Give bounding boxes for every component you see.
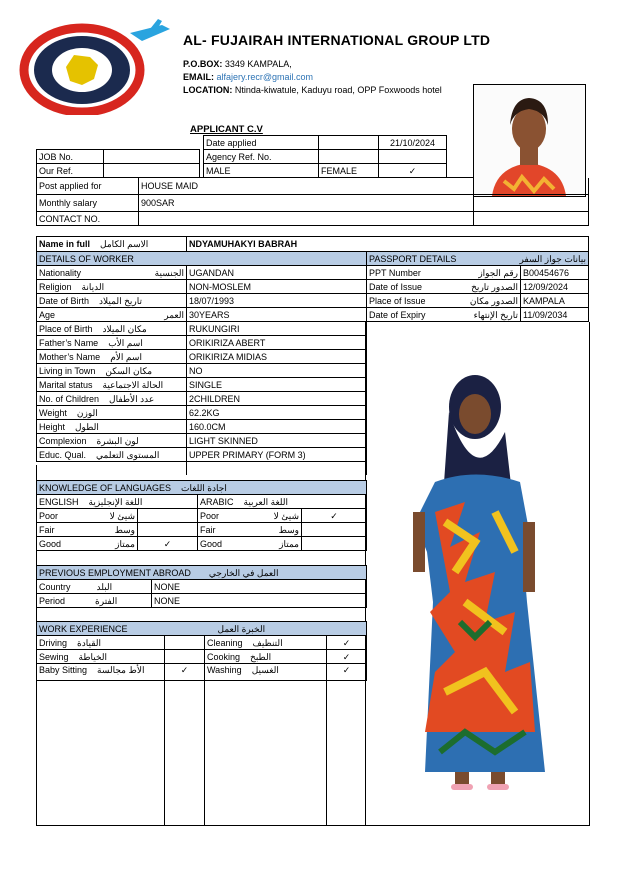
company-location: LOCATION: Ntinda-kiwatule, Kaduyu road, OPP Foxwoods hotel <box>183 85 442 95</box>
detail-row: Nationality الجنسية UGANDAN <box>37 266 367 280</box>
experience-col-line <box>204 664 205 825</box>
passport-row: PPT Number رقم الجواز B00454676 <box>367 266 589 280</box>
detail-row: No. of Children عدد الأطفال 2CHILDREN <box>37 392 367 406</box>
experience-table <box>36 621 367 681</box>
company-name: AL- FUJAIRAH INTERNATIONAL GROUP LTD <box>183 32 491 48</box>
period-value: NONE <box>152 594 367 608</box>
female-checkmark: ✓ <box>379 164 447 178</box>
male-label: MALE <box>204 164 319 178</box>
reference-table <box>36 135 447 178</box>
form-title: APPLICANT C.V <box>190 124 263 135</box>
passport-row: Place of Issue الصدور مكان KAMPALA <box>367 294 589 308</box>
english-label: ENGLISH <box>39 496 79 507</box>
contact-no-label: CONTACT NO. <box>37 212 139 226</box>
name-label: Name in full <box>39 239 91 249</box>
detail-row: Height الطول 160.0CM <box>37 420 367 434</box>
our-ref-label: Our Ref. <box>37 164 104 178</box>
passport-row: Date of Issue الصدور تاريخ 12/09/2024 <box>367 280 589 294</box>
details-header: DETAILS OF WORKER <box>37 252 367 266</box>
detail-row: Complexion لون البشرة LIGHT SKINNED <box>37 434 367 448</box>
arabic-poor-checkmark: ✓ <box>302 509 367 523</box>
date-applied-value: 21/10/2024 <box>379 136 447 150</box>
job-no-value <box>104 150 200 164</box>
experience-col-line <box>326 664 327 825</box>
experience-row: Driving القيادة Cleaning التنظيف ✓ <box>37 636 367 650</box>
post-applied-label: Post applied for <box>37 178 139 195</box>
agency-ref-label: Agency Ref. No. <box>204 150 319 164</box>
detail-row: Weight الوزن 62.2KG <box>37 406 367 420</box>
company-logo <box>10 15 175 115</box>
company-email: EMAIL: alfajery.recr@gmail.com <box>183 72 314 82</box>
female-label: FEMALE <box>319 164 379 178</box>
company-pobox: P.O.BOX: 3349 KAMPALA, <box>183 59 292 69</box>
arabic-label: ARABIC <box>200 496 234 507</box>
detail-row: Place of Birth مكان الميلاد RUKUNGIRI <box>37 322 367 336</box>
job-no-label: JOB No. <box>37 150 104 164</box>
experience-row: Baby Sitting الأط مجالسة ✓ Washing الغسيل ✓ <box>37 664 367 681</box>
post-applied-value: HOUSE MAID <box>139 178 474 195</box>
post-table <box>36 177 589 226</box>
detail-row: Age العمر 30YEARS <box>37 308 367 322</box>
language-level-row: Good ممتاز ✓ Good ممتاز <box>37 537 367 551</box>
our-ref-value <box>104 164 200 178</box>
language-level-row: Poor شيئ لا Poor شيئ لا ✓ <box>37 509 367 523</box>
country-label: Country <box>39 581 71 592</box>
name-label-ar: الاسم الكامل <box>100 239 149 249</box>
full-name-value: NDYAMUHAKYI BABRAH <box>187 237 589 252</box>
detail-row: Marital status الحالة الاجتماعية SINGLE <box>37 378 367 392</box>
monthly-salary-value: 900SAR <box>139 195 474 212</box>
employment-table: PREVIOUS EMPLOYMENT ABROAD العمل في الخارجي Country البلد NONE Period الفترة NONE <box>36 565 367 608</box>
detail-row: Religion الديانة NON-MOSLEM <box>37 280 367 294</box>
details-table <box>36 251 367 475</box>
languages-header: KNOWLEDGE OF LANGUAGES <box>39 482 172 493</box>
detail-row: Mother’s Name اسم الأم ORIKIRIZA MIDIAS <box>37 350 367 364</box>
experience-col-line <box>164 664 165 825</box>
experience-row: Sewing الخياطة Cooking الطبخ ✓ <box>37 650 367 664</box>
employment-header: PREVIOUS EMPLOYMENT ABROAD <box>39 567 191 578</box>
languages-header-ar: اجادة اللغات <box>181 482 227 493</box>
passport-row: Date of Expiry تاريخ الإنتهاء 11/09/2034 <box>367 308 589 322</box>
language-level-row: Fair وسط Fair وسط <box>37 523 367 537</box>
period-label: Period <box>39 595 66 606</box>
country-value: NONE <box>152 580 367 594</box>
employment-header-ar: العمل في الخارجي <box>208 567 279 578</box>
full-body-photo <box>405 372 555 797</box>
english-good-checkmark: ✓ <box>138 537 198 551</box>
passport-header: PASSPORT DETAILS <box>369 253 457 264</box>
date-applied-label: Date applied <box>204 136 319 150</box>
detail-row: Living in Town مكان السكن NO <box>37 364 367 378</box>
experience-header: WORK EXPERIENCE <box>39 623 128 634</box>
detail-row: Father’s Name اسم الأب ORIKIRIZA ABERT <box>37 336 367 350</box>
experience-header-ar: الخبرة العمل <box>217 623 266 634</box>
passport-table <box>366 251 589 322</box>
languages-table: KNOWLEDGE OF LANGUAGES اجادة اللغات ENGLISH اللغة الإنجليزية ARABIC اللغة العربية Poor شيئ لا Poor شيئ لا ✓ Fair وسط Fair وسط Good ممتاز ✓ Good ممتاز <box>36 480 367 551</box>
name-table <box>36 236 589 252</box>
monthly-salary-label: Monthly salary <box>37 195 139 212</box>
detail-row: Educ. Qual. المستوى التعلمي UPPER PRIMARY (FORM 3) <box>37 448 367 462</box>
detail-row: Date of Birth تاريخ الميلاد 18/07/1993 <box>37 294 367 308</box>
passport-header-ar: بيانات جواز السفر <box>519 253 587 264</box>
